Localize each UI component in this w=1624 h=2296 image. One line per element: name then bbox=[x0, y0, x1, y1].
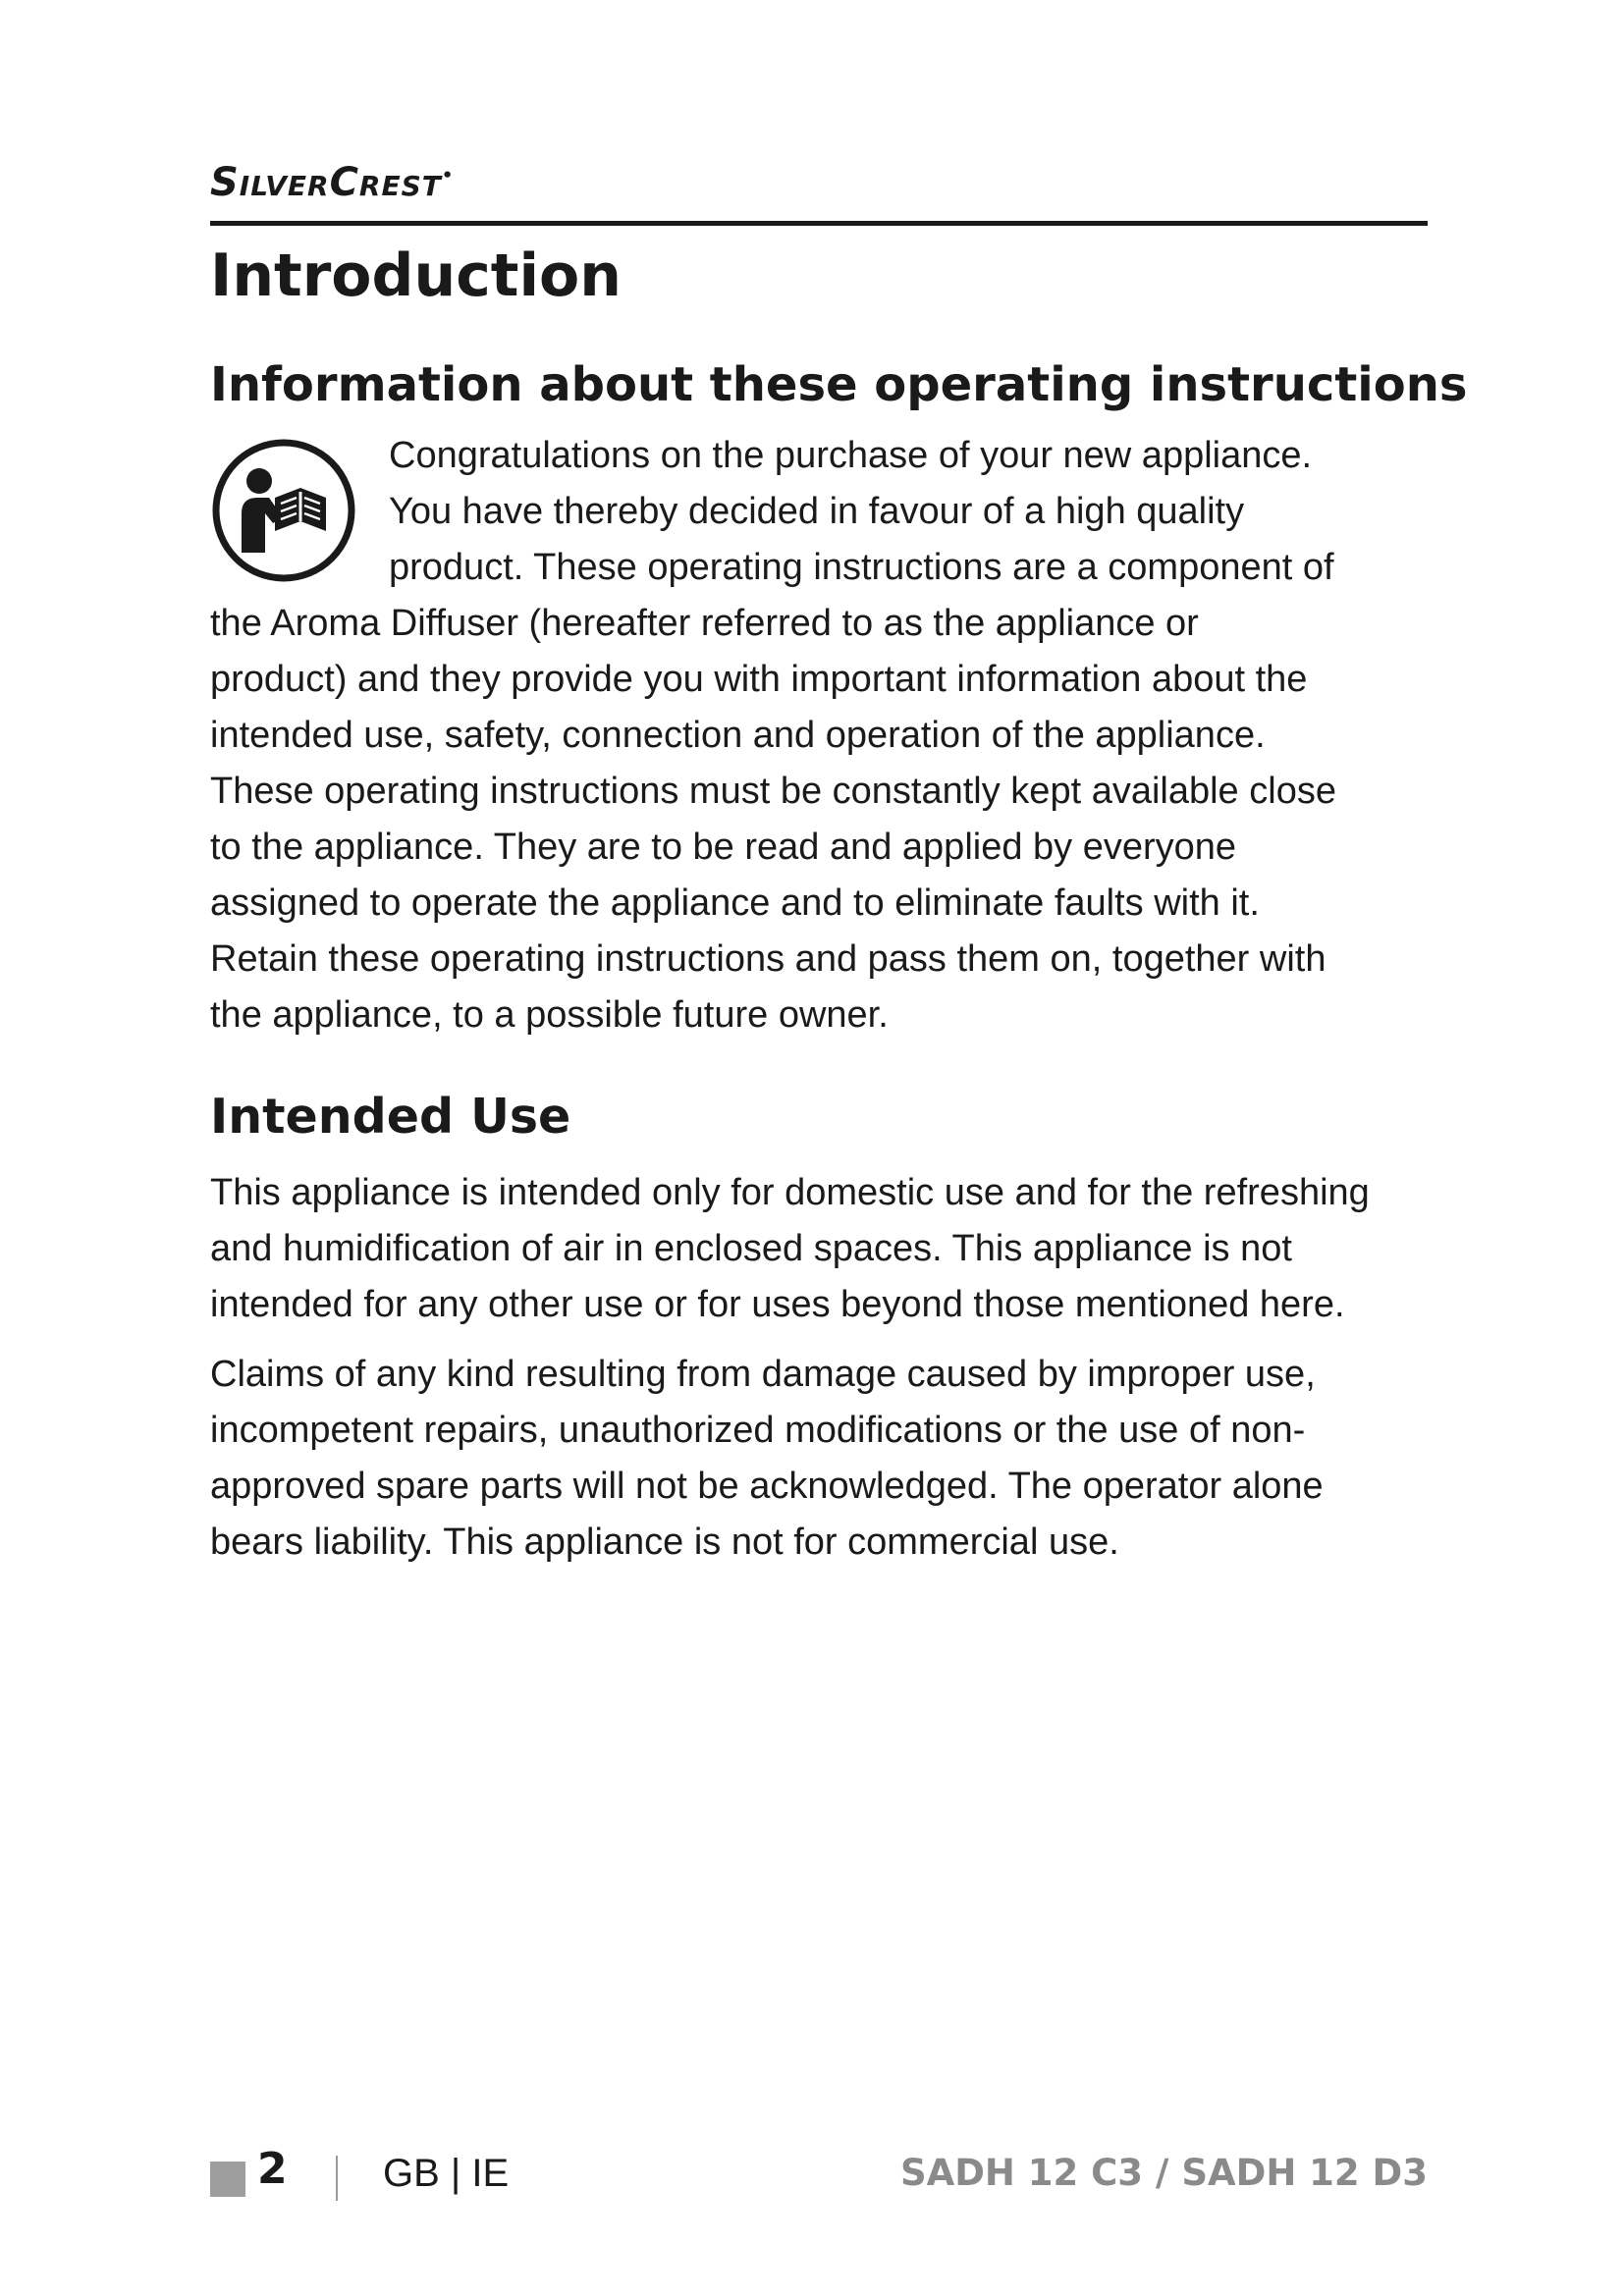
footer-square-icon bbox=[210, 2162, 245, 2197]
intended-use-line: intended for any other use or for uses beyond those mentioned here. bbox=[210, 1284, 1345, 1325]
intended-use-line: This appliance is intended only for domestic use and for the refreshing bbox=[210, 1172, 1370, 1213]
page-number: 2 bbox=[257, 2144, 288, 2194]
info-line: Retain these operating instructions and pass them on, together with bbox=[210, 938, 1326, 980]
info-paragraph bbox=[210, 428, 1428, 1043]
info-line: to the appliance. They are to be read and applied by everyone bbox=[210, 827, 1237, 868]
page-footer bbox=[210, 2140, 1428, 2209]
intended-use-line: and humidification of air in enclosed spaces. This appliance is not bbox=[210, 1228, 1292, 1269]
intended-use-line: approved spare parts will not be acknowledged. The operator alone bbox=[210, 1466, 1324, 1507]
header-rule bbox=[210, 221, 1428, 226]
info-line: Congratulations on the purchase of your new appliance. bbox=[389, 435, 1313, 476]
section-heading-info: Information about these operating instructions bbox=[210, 357, 1468, 412]
info-line: intended use, safety, connection and operation of the appliance. bbox=[210, 715, 1266, 756]
section-heading-intended-use: Intended Use bbox=[210, 1089, 571, 1145]
info-line: These operating instructions must be constantly kept available close bbox=[210, 771, 1336, 812]
info-line: assigned to operate the appliance and to eliminate faults with it. bbox=[210, 882, 1260, 924]
info-line: product) and they provide you with important information about the bbox=[210, 659, 1308, 700]
language-codes: GB | IE bbox=[383, 2152, 510, 2195]
info-line: the appliance, to a possible future owner. bbox=[210, 994, 889, 1036]
intended-use-line: bears liability. This appliance is not for commercial use. bbox=[210, 1522, 1119, 1563]
intended-use-line: Claims of any kind resulting from damage caused by improper use, bbox=[210, 1354, 1316, 1395]
info-line: the Aroma Diffuser (hereafter referred to as the appliance or bbox=[210, 603, 1199, 644]
intended-use-paragraph-2 bbox=[210, 1347, 1428, 1571]
intended-use-line: incompetent repairs, unauthorized modifications or the use of non- bbox=[210, 1410, 1306, 1451]
page-title: Introduction bbox=[210, 241, 622, 310]
model-number: SADH 12 C3 / SADH 12 D3 bbox=[899, 2152, 1428, 2194]
brand-mark: • bbox=[441, 165, 455, 187]
intended-use-paragraph-1 bbox=[210, 1165, 1428, 1333]
footer-divider bbox=[336, 2156, 338, 2201]
info-line: You have thereby decided in favour of a high quality bbox=[389, 491, 1245, 532]
brand-logo bbox=[210, 160, 454, 205]
brand-name: SilverCrest bbox=[210, 160, 442, 205]
manual-page bbox=[210, 0, 1468, 2296]
info-line: product. These operating instructions are a component of bbox=[389, 547, 1334, 588]
